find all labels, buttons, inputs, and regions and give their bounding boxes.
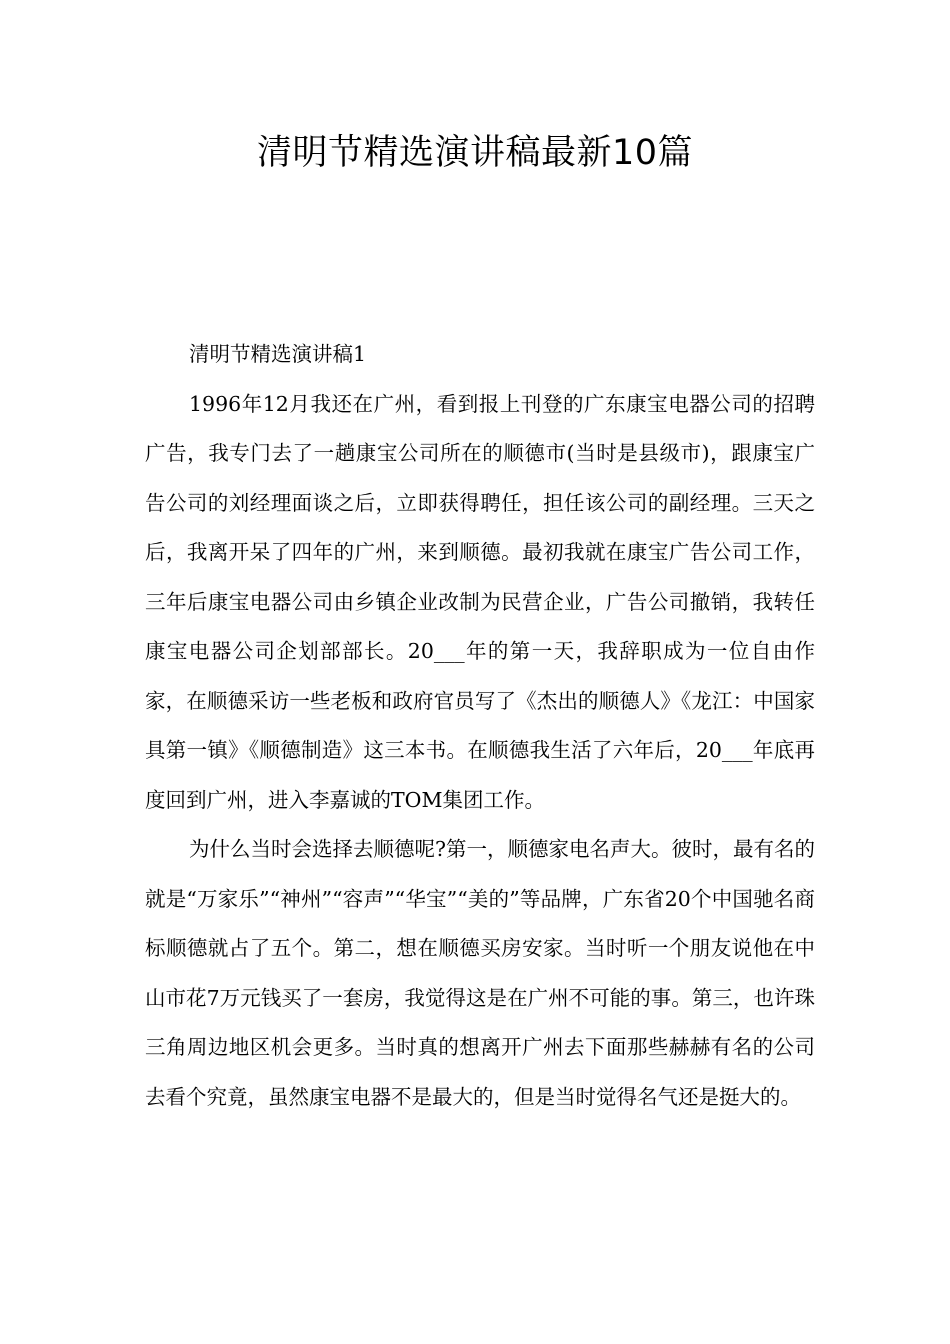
document-body bbox=[145, 330, 815, 1122]
section-heading: 清明节精选演讲稿1 bbox=[189, 342, 367, 366]
paragraph-1: 1996年12月我还在广州，看到报上刊登的广东康宝电器公司的招聘广告，我专门去了一趟康宝公司所在的顺德市(当时是县级市)，跟康宝广告公司的刘经理面谈之后，立即获得聘任，担任该公司的副经理。三天之后，我离开呆了四年的广州，来到顺德。最初我就在康宝广告公司工作，三年后康宝电器公司由乡镇企业改制为民营企业，广告公司撤销，我转任康宝电器公司企划部部长。20___年的第一天，我辞职成为一位自由作家，在顺德采访一些老板和政府官员写了《杰出的顺德人》《龙江：中国家具第一镇》《顺德制造》这三本书。在顺德我生活了六年后，20___年底再度回到广州，进入李嘉诚的TOM集团工作。 bbox=[145, 391, 815, 812]
paragraph-2: 为什么当时会选择去顺德呢?第一，顺德家电名声大。彼时，最有名的就是“万家乐”“神州”“容声”“华宝”“美的”等品牌，广东省20个中国驰名商标顺德就占了五个。第二，想在顺德买房安家。当时听一个朋友说他在中山市花7万元钱买了一套房，我觉得这是在广州不可能的事。第三，也许珠三角周边地区机会更多。当时真的想离开广州去下面那些赫赫有名的公司去看个究竟，虽然康宝电器不是最大的，但是当时觉得名气还是挺大的。 bbox=[145, 837, 815, 1109]
document-title: 清明节精选演讲稿最新10篇 bbox=[256, 133, 694, 173]
